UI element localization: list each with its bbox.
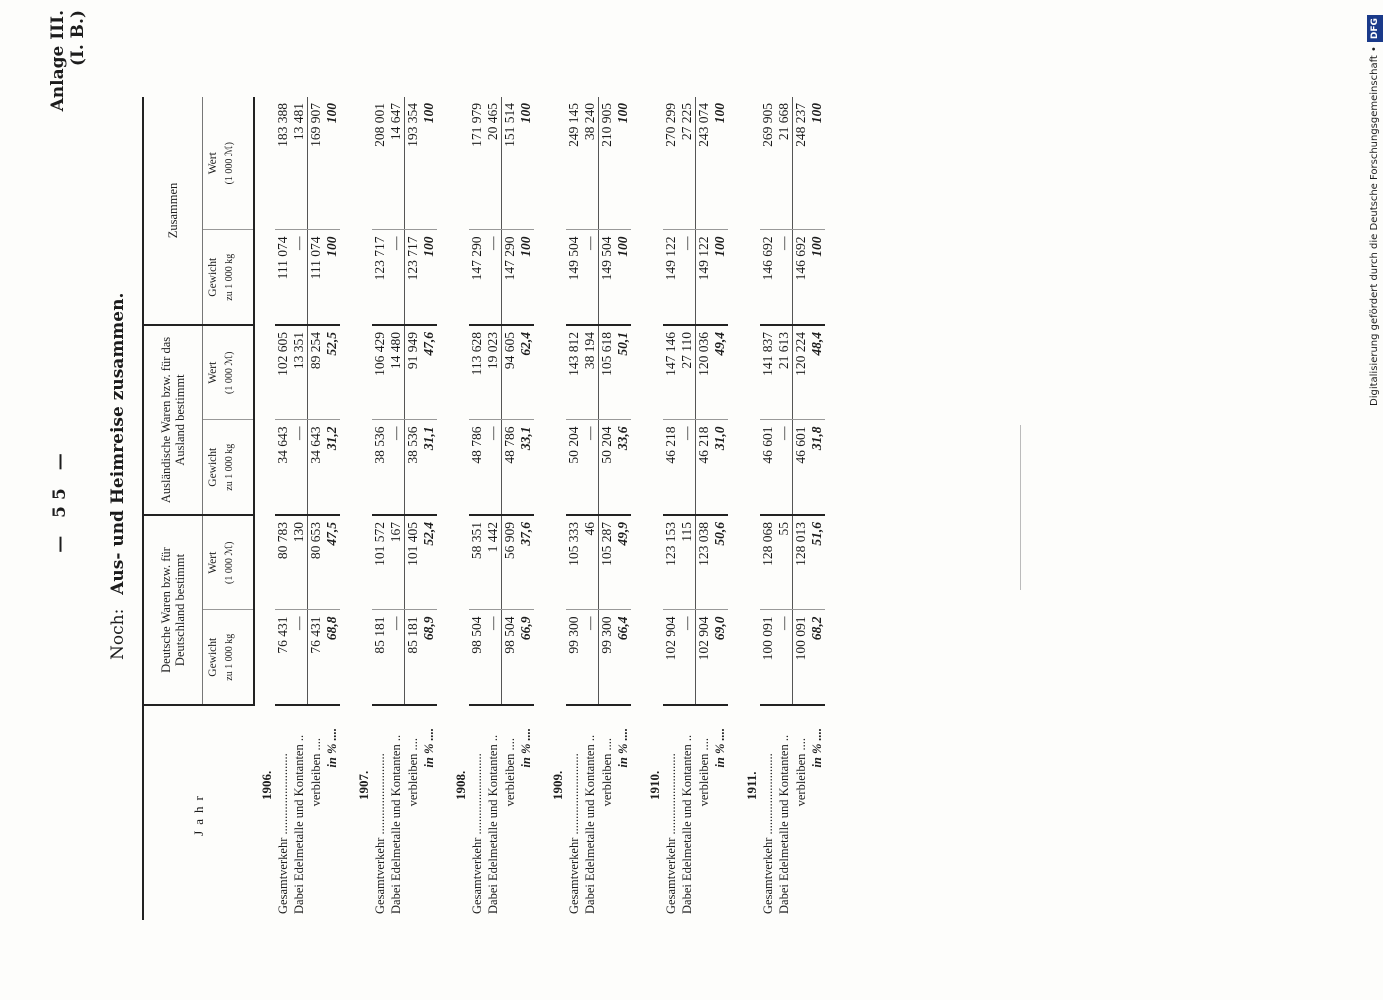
cell-gesamt: 58 351 (469, 515, 485, 610)
cell-verbleiben: 149 504 (599, 230, 616, 325)
row-label-gesamt: Gesamtverkehr .......................... (372, 705, 388, 920)
row-label-gesamt: Gesamtverkehr .......................... (566, 705, 582, 920)
cell-dabei: 21 668 (776, 97, 793, 230)
header-group-auslaendische: Ausländische Waren bzw. für das Ausland bestimmt (143, 325, 203, 515)
subheader-wert-label: Wert (207, 551, 219, 574)
spacer-cell (534, 97, 546, 920)
spacer-row (437, 97, 449, 920)
cell-pct: 52,5 (324, 325, 340, 420)
table-row-verbleiben (405, 97, 422, 920)
cell-pct: 49,9 (615, 515, 631, 610)
subheader-wert (203, 515, 255, 610)
cell-dabei: — (776, 610, 793, 705)
cell-dabei: — (485, 610, 502, 705)
cell-dabei: — (582, 230, 599, 325)
cell-pct: 52,4 (421, 515, 437, 610)
cell-verbleiben: 105 287 (599, 515, 616, 610)
title-text: Aus- und Heimreise zusammen. (108, 292, 128, 595)
year-label: 1910. (647, 770, 662, 800)
cell-pct: 100 (518, 97, 534, 230)
cell-gesamt: 100 091 (760, 610, 776, 705)
subheader-gewicht-unit: zu 1 000 kg (224, 253, 235, 301)
cell-verbleiben: 99 300 (599, 610, 616, 705)
table-row-verbleiben (502, 97, 519, 920)
subheader-gewicht-label: Gewicht (207, 447, 219, 487)
cell-verbleiben: 76 431 (308, 610, 325, 705)
cell-verbleiben: 50 204 (599, 420, 616, 515)
spacer-row (728, 97, 740, 920)
table-row-pct (324, 97, 340, 920)
cell-gesamt: 270 299 (663, 97, 679, 230)
table-row-dabei (485, 97, 502, 920)
cell-gesamt: 147 290 (469, 230, 485, 325)
row-label-pct: in % .... (712, 705, 728, 920)
cell-dabei: 14 480 (388, 325, 405, 420)
cell-gesamt: 143 812 (566, 325, 582, 420)
cell-pct: 100 (809, 230, 825, 325)
table-row-gesamt (469, 97, 485, 920)
year-label: 1909. (550, 770, 565, 800)
row-label-gesamt: Gesamtverkehr .......................... (663, 705, 679, 920)
cell-dabei: 167 (388, 515, 405, 610)
cell-gesamt: 123 153 (663, 515, 679, 610)
cell-gesamt: 249 145 (566, 97, 582, 230)
cell-verbleiben: 89 254 (308, 325, 325, 420)
cell-dabei: — (291, 610, 308, 705)
year-label: 1908. (453, 770, 468, 800)
cell-verbleiben: 123 717 (405, 230, 422, 325)
cell-dabei: — (291, 230, 308, 325)
cell-verbleiben: 248 237 (793, 97, 810, 230)
cell-gesamt: 34 643 (275, 420, 291, 515)
year-row (643, 97, 663, 920)
cell-dabei: — (291, 420, 308, 515)
cell-gesamt: 105 333 (566, 515, 582, 610)
table-row-dabei (679, 97, 696, 920)
table-title (108, 293, 128, 660)
cell-verbleiben: 146 692 (793, 230, 810, 325)
row-label-dabei: Dabei Edelmetalle und Kontanten .. (291, 705, 308, 920)
cell-gesamt: 76 431 (275, 610, 291, 705)
cell-gesamt: 80 783 (275, 515, 291, 610)
cell-gesamt: 269 905 (760, 97, 776, 230)
subheader-wert (203, 97, 255, 230)
cell-dabei: — (388, 610, 405, 705)
row-label-verbleiben: verbleiben .... (793, 705, 810, 920)
spacer-cell (728, 97, 740, 920)
subheader-wert-unit: (1 000 ℳ) (224, 541, 235, 584)
subheader-wert-label: Wert (207, 152, 219, 175)
cell-dabei: 46 (582, 515, 599, 610)
cell-pct: 100 (421, 97, 437, 230)
cell-verbleiben: 100 091 (793, 610, 810, 705)
header-group-deutsche: Deutsche Waren bzw. für Deutschland bestimmt (143, 515, 203, 705)
cell-dabei: 21 613 (776, 325, 793, 420)
cell-verbleiben: 128 013 (793, 515, 810, 610)
table-row-pct (421, 97, 437, 920)
appendix-subtitle: (I. B.) (68, 10, 88, 67)
subheader-gewicht-label: Gewicht (207, 637, 219, 677)
cell-dabei: 130 (291, 515, 308, 610)
cell-dabei: — (679, 230, 696, 325)
cell-verbleiben: 46 601 (793, 420, 810, 515)
row-label-gesamt: Gesamtverkehr .......................... (469, 705, 485, 920)
cell-gesamt: 101 572 (372, 515, 388, 610)
row-label-dabei: Dabei Edelmetalle und Kontanten .. (485, 705, 502, 920)
cell-pct: 48,4 (809, 325, 825, 420)
table-row-pct (712, 97, 728, 920)
row-label-verbleiben: verbleiben .... (599, 705, 616, 920)
cell-gesamt: 38 536 (372, 420, 388, 515)
subheader-gewicht-unit: zu 1 000 kg (224, 443, 235, 491)
cell-verbleiben: 193 354 (405, 97, 422, 230)
cell-dabei: 19 023 (485, 325, 502, 420)
cell-verbleiben: 38 536 (405, 420, 422, 515)
cell-pct: 100 (324, 97, 340, 230)
cell-pct: 50,6 (712, 515, 728, 610)
header-group-zusammen: Zusammen (143, 97, 203, 325)
cell-gesamt: 106 429 (372, 325, 388, 420)
row-label-dabei: Dabei Edelmetalle und Kontanten .. (679, 705, 696, 920)
cell-gesamt: 149 504 (566, 230, 582, 325)
cell-verbleiben: 149 122 (696, 230, 713, 325)
cell-gesamt: 147 146 (663, 325, 679, 420)
cell-gesamt: 50 204 (566, 420, 582, 515)
cell-verbleiben: 80 653 (308, 515, 325, 610)
cell-dabei: 27 110 (679, 325, 696, 420)
credit-text: Digitalisierung gefördert durch die Deutsche Forschungsgemeinschaft • (1369, 46, 1380, 406)
cell-verbleiben: 91 949 (405, 325, 422, 420)
cell-dabei: — (388, 420, 405, 515)
cell-dabei: — (679, 420, 696, 515)
cell-gesamt: 98 504 (469, 610, 485, 705)
table-row-gesamt (275, 97, 291, 920)
cell-gesamt: 123 717 (372, 230, 388, 325)
cell-pct: 31,1 (421, 420, 437, 515)
cell-pct: 31,0 (712, 420, 728, 515)
subheader-wert-label: Wert (207, 361, 219, 384)
cell-verbleiben: 210 905 (599, 97, 616, 230)
page-number: — 55 — (50, 447, 70, 553)
table-row-verbleiben (793, 97, 810, 920)
cell-gesamt: 111 074 (275, 230, 291, 325)
row-label-verbleiben: verbleiben .... (308, 705, 325, 920)
row-label-dabei: Dabei Edelmetalle und Kontanten .. (582, 705, 599, 920)
table-row-dabei (582, 97, 599, 920)
cell-pct: 31,2 (324, 420, 340, 515)
cell-verbleiben: 48 786 (502, 420, 519, 515)
cell-verbleiben: 123 038 (696, 515, 713, 610)
cell-gesamt: 102 605 (275, 325, 291, 420)
table-row-dabei (388, 97, 405, 920)
cell-pct: 100 (712, 97, 728, 230)
cell-verbleiben: 120 036 (696, 325, 713, 420)
spacer-cell (825, 97, 837, 920)
row-label-gesamt: Gesamtverkehr .......................... (760, 705, 776, 920)
scan-line (1020, 425, 1021, 590)
cell-pct: 37,6 (518, 515, 534, 610)
cell-verbleiben: 94 605 (502, 325, 519, 420)
subheader-wert-unit: (1 000 ℳ) (224, 351, 235, 394)
table-row-gesamt (566, 97, 582, 920)
cell-dabei: 1 442 (485, 515, 502, 610)
cell-dabei: 115 (679, 515, 696, 610)
title-prefix: Noch: (108, 608, 128, 660)
cell-verbleiben: 105 618 (599, 325, 616, 420)
cell-verbleiben: 151 514 (502, 97, 519, 230)
cell-gesamt: 149 122 (663, 230, 679, 325)
cell-dabei: — (388, 230, 405, 325)
row-label-verbleiben: verbleiben .... (405, 705, 422, 920)
cell-dabei: — (485, 420, 502, 515)
year-row (352, 97, 372, 920)
cell-dabei: 14 647 (388, 97, 405, 230)
statistics-table (142, 97, 837, 920)
cell-pct: 100 (324, 230, 340, 325)
table-row-gesamt (760, 97, 776, 920)
appendix-label (48, 10, 88, 170)
cell-gesamt: 99 300 (566, 610, 582, 705)
cell-pct: 33,6 (615, 420, 631, 515)
table-row-pct (615, 97, 631, 920)
year-label: 1906. (259, 770, 274, 800)
cell-verbleiben: 102 904 (696, 610, 713, 705)
cell-dabei: — (582, 610, 599, 705)
spacer-row (631, 97, 643, 920)
cell-pct: 47,6 (421, 325, 437, 420)
row-label-verbleiben: verbleiben .... (696, 705, 713, 920)
credit-strip (1367, 10, 1383, 410)
cell-verbleiben: 111 074 (308, 230, 325, 325)
dfg-logo: DFG (1367, 15, 1383, 42)
cell-pct: 47,5 (324, 515, 340, 610)
table-body (254, 97, 837, 920)
cell-pct: 69,0 (712, 610, 728, 705)
appendix-title: Anlage III. (48, 10, 68, 112)
cell-pct: 50,1 (615, 325, 631, 420)
cell-verbleiben: 101 405 (405, 515, 422, 610)
subheader-gewicht (203, 230, 255, 325)
cell-gesamt: 171 979 (469, 97, 485, 230)
cell-gesamt: 46 601 (760, 420, 776, 515)
header-jahr: Jahr (143, 705, 254, 920)
subheader-gewicht-label: Gewicht (207, 257, 219, 297)
cell-gesamt: 113 628 (469, 325, 485, 420)
cell-verbleiben: 98 504 (502, 610, 519, 705)
cell-pct: 66,4 (615, 610, 631, 705)
spacer-row (340, 97, 352, 920)
cell-dabei: 27 225 (679, 97, 696, 230)
table-row-dabei (291, 97, 308, 920)
cell-verbleiben: 147 290 (502, 230, 519, 325)
table-row-gesamt (663, 97, 679, 920)
subheader-gewicht (203, 420, 255, 515)
spacer-row (825, 97, 837, 920)
spacer-cell (340, 97, 352, 920)
table-row-pct (518, 97, 534, 920)
cell-gesamt: 102 904 (663, 610, 679, 705)
cell-verbleiben: 56 909 (502, 515, 519, 610)
row-label-pct: in % .... (615, 705, 631, 920)
cell-pct: 33,1 (518, 420, 534, 515)
year-label: 1911. (744, 771, 759, 800)
table-row-gesamt (372, 97, 388, 920)
digitization-credit (1367, 6, 1383, 406)
cell-pct: 100 (518, 230, 534, 325)
table-row-dabei (776, 97, 793, 920)
cell-gesamt: 146 692 (760, 230, 776, 325)
cell-pct: 100 (615, 230, 631, 325)
cell-dabei: 55 (776, 515, 793, 610)
cell-pct: 66,9 (518, 610, 534, 705)
cell-gesamt: 141 837 (760, 325, 776, 420)
subheader-wert (203, 325, 255, 420)
table-row-verbleiben (308, 97, 325, 920)
cell-gesamt: 85 181 (372, 610, 388, 705)
row-label-gesamt: Gesamtverkehr .......................... (275, 705, 291, 920)
cell-dabei: 13 481 (291, 97, 308, 230)
row-label-pct: in % .... (809, 705, 825, 920)
spacer-cell (631, 97, 643, 920)
spacer-row (534, 97, 546, 920)
cell-pct: 68,2 (809, 610, 825, 705)
row-label-pct: in % .... (324, 705, 340, 920)
cell-dabei: 38 240 (582, 97, 599, 230)
cell-pct: 62,4 (518, 325, 534, 420)
cell-pct: 100 (809, 97, 825, 230)
cell-dabei: — (582, 420, 599, 515)
cell-pct: 68,8 (324, 610, 340, 705)
cell-pct: 100 (421, 230, 437, 325)
cell-pct: 51,6 (809, 515, 825, 610)
row-label-verbleiben: verbleiben .... (502, 705, 519, 920)
table-row-pct (809, 97, 825, 920)
cell-gesamt: 208 001 (372, 97, 388, 230)
table-row-verbleiben (599, 97, 616, 920)
cell-dabei: 38 194 (582, 325, 599, 420)
cell-verbleiben: 120 224 (793, 325, 810, 420)
year-row (254, 97, 275, 920)
cell-gesamt: 183 388 (275, 97, 291, 230)
cell-dabei: — (485, 230, 502, 325)
subheader-gewicht-unit: zu 1 000 kg (224, 633, 235, 681)
cell-pct: 31,8 (809, 420, 825, 515)
year-row (546, 97, 566, 920)
cell-gesamt: 128 068 (760, 515, 776, 610)
cell-dabei: 20 465 (485, 97, 502, 230)
cell-dabei: — (679, 610, 696, 705)
cell-verbleiben: 85 181 (405, 610, 422, 705)
statistics-table-wrapper (142, 97, 837, 920)
cell-pct: 68,9 (421, 610, 437, 705)
cell-verbleiben: 34 643 (308, 420, 325, 515)
row-label-pct: in % .... (518, 705, 534, 920)
cell-pct: 49,4 (712, 325, 728, 420)
cell-dabei: — (776, 420, 793, 515)
cell-verbleiben: 243 074 (696, 97, 713, 230)
cell-verbleiben: 169 907 (308, 97, 325, 230)
spacer-cell (437, 97, 449, 920)
cell-dabei: 13 351 (291, 325, 308, 420)
year-label: 1907. (356, 770, 371, 800)
cell-verbleiben: 46 218 (696, 420, 713, 515)
subheader-gewicht (203, 610, 255, 705)
year-row (740, 97, 760, 920)
cell-pct: 100 (712, 230, 728, 325)
cell-gesamt: 46 218 (663, 420, 679, 515)
row-label-dabei: Dabei Edelmetalle und Kontanten .. (776, 705, 793, 920)
row-label-dabei: Dabei Edelmetalle und Kontanten .. (388, 705, 405, 920)
cell-dabei: — (776, 230, 793, 325)
row-label-pct: in % .... (421, 705, 437, 920)
table-row-verbleiben (696, 97, 713, 920)
cell-gesamt: 48 786 (469, 420, 485, 515)
subheader-wert-unit: (1 000 ℳ) (224, 142, 235, 185)
cell-pct: 100 (615, 97, 631, 230)
year-row (449, 97, 469, 920)
